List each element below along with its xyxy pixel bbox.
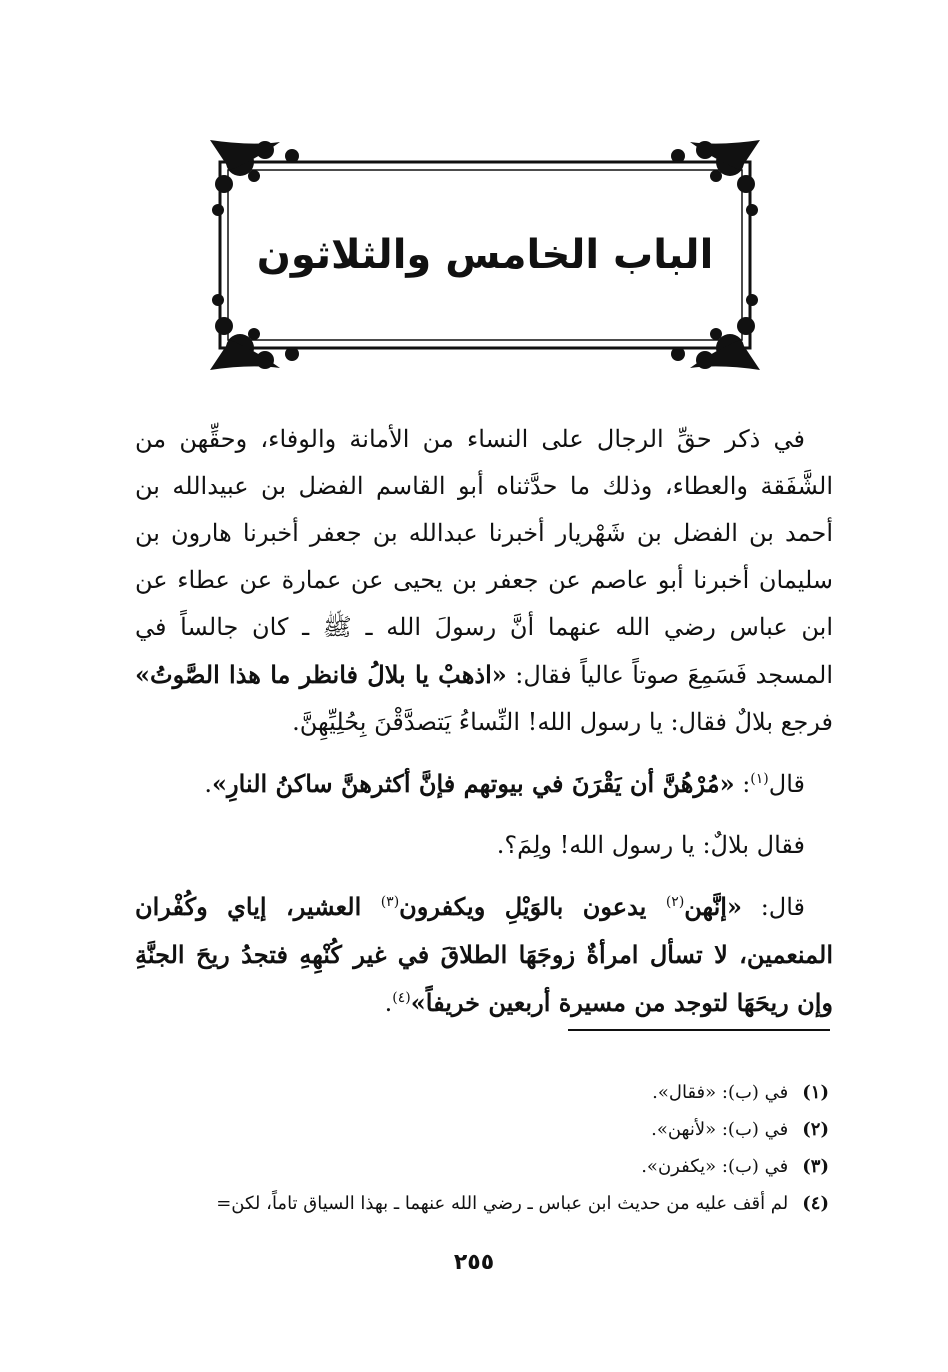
intro-end: فرجع بلالٌ فقال: يا رسول الله! النِّساءُ يَتصدَّقْنَ بِحُلِيِّهِنَّ. <box>292 708 833 736</box>
p4-quote-end: العشير، إياي وكُفْران المنعمين، لا تسأل امرأةٌ زوجَهَا الطلاقَ في غير كُنْهِهِ فتجدُ ريحَ الجنَّةِ وإن ريحَهَا لتوجد من مسيرة أربعين خريفاً» <box>135 892 833 1017</box>
footnote-text: في (ب): «فقال». <box>652 1082 789 1103</box>
paragraph-2 <box>135 760 833 808</box>
footnotes <box>135 1074 829 1222</box>
p4-quote-mid: يدعون بالوَيْلِ ويكفرون <box>399 892 666 921</box>
footnote-text: في (ب): «لأنهن». <box>651 1119 789 1140</box>
footnote-text: في (ب): «يكفرن». <box>641 1156 789 1177</box>
p2-quote: «مُرْهُنَّ أن يَقْرَنَ في بيوتهم فإنَّ أكثرهنَّ ساكنُ النارِ» <box>212 769 735 798</box>
p2-lead: قال <box>768 770 805 798</box>
footnote-item <box>135 1185 829 1222</box>
page-number: ٢٥٥ <box>453 1250 495 1275</box>
footnote-item <box>135 1111 829 1148</box>
p4-quote-start: «إنَّهن <box>684 892 742 921</box>
footnote-number: (٤) <box>802 1193 829 1214</box>
footnote-ref-4[interactable]: (٤) <box>392 990 411 1006</box>
footnote-ref-3[interactable]: (٣) <box>380 894 400 910</box>
footnote-item <box>135 1074 829 1111</box>
footnote-separator <box>568 1029 830 1031</box>
p4-end: . <box>384 989 393 1017</box>
footnote-number: (١) <box>802 1082 829 1103</box>
paragraph-3: فقال بلالٌ: يا رسول الله! ولِمَ؟. <box>496 831 805 859</box>
intro-text: في ذكر حقِّ الرجال على النساء من الأمانة والوفاء، وحقِّهن من الشَّفَقة والعطاء، وذلك ما حدَّثناه أبو القاسم الفضل بن عبيدالله بن أحمد بن الفضل بن شَهْريار أخبرنا عبدالله بن جعفر أخبرنا هارون بن سليمان أخبرنا أبو عاصم عن جعفر بن يحيى عن عمارة عن عطاء عن ابن عباس رضي الله عنهما أنَّ رسولَ الله ـ ﷺ ـ كان جالساً في المسجد فَسَمِعَ صوتاً عالياً فقال: <box>135 425 833 689</box>
chapter-title-frame <box>210 140 760 370</box>
paragraph-intro <box>135 416 833 746</box>
main-text <box>135 416 833 1027</box>
footnote-text: لم أقف عليه من حديث ابن عباس ـ رضي الله عنهما ـ بهذا السياق تاماً، لكن= <box>216 1193 789 1214</box>
p2-colon: : <box>742 770 751 798</box>
p4-lead: قال: <box>741 893 805 921</box>
footnote-item <box>135 1148 829 1185</box>
p2-end: . <box>204 770 213 798</box>
chapter-title: الباب الخامس والثلاثون <box>256 232 714 278</box>
footnote-ref-2[interactable]: (٢) <box>665 894 685 910</box>
paragraph-4 <box>135 883 833 1027</box>
footnote-number: (٢) <box>802 1119 829 1140</box>
footnote-ref-1[interactable]: (١) <box>750 771 769 787</box>
footnote-number: (٣) <box>802 1156 829 1177</box>
intro-quote: «اذهبْ يا بلالُ فانظر ما هذا الصَّوتُ» <box>135 660 507 689</box>
